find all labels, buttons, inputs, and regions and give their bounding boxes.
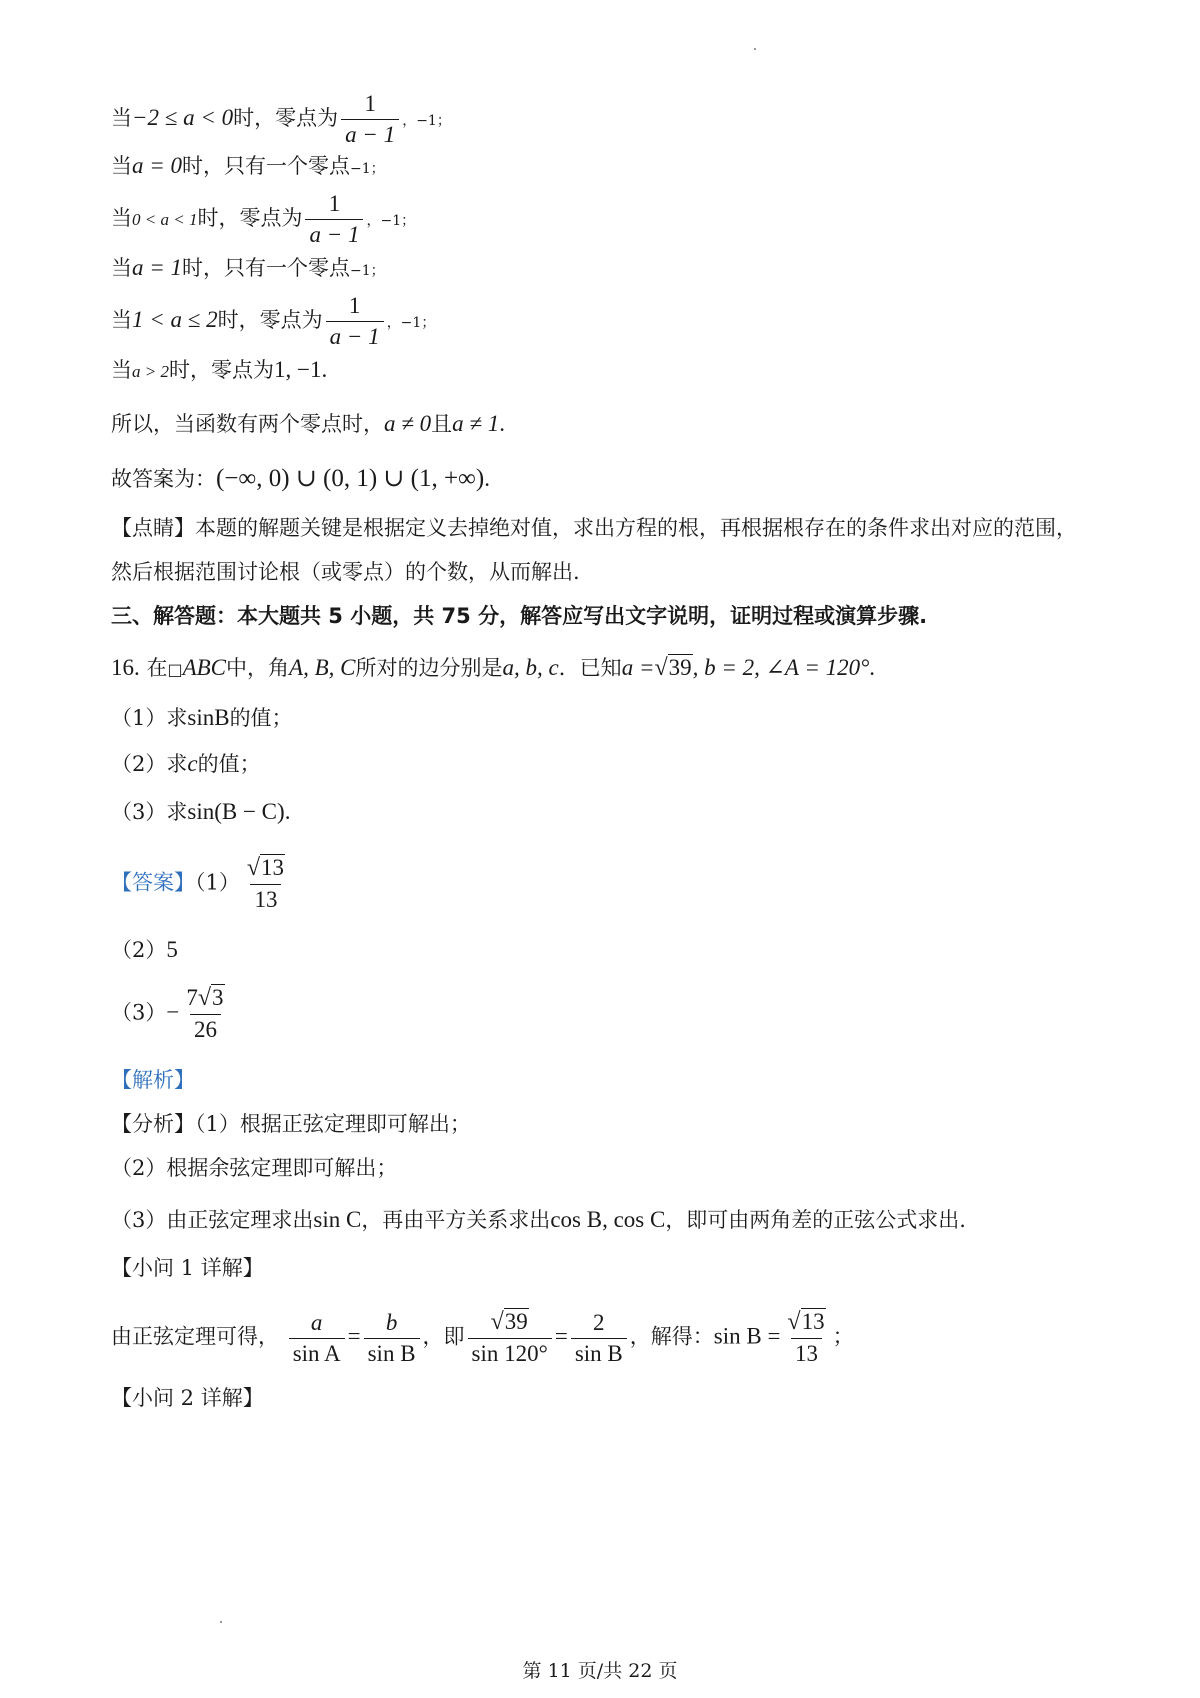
case-line-6: 当a > 2时，零点为1, −1. <box>111 357 328 382</box>
answer-line: 故答案为：(−∞, 0) ∪ (0, 1) ∪ (1, +∞). <box>111 465 490 492</box>
section-heading: 三、解答题：本大题共 5 小题，共 75 分，解答应写出文字说明，证明过程或演算步骤. <box>111 604 928 628</box>
solution-1: 由正弦定理可得， $\frac{a}{\text{sin A}}$ = $\frac{b}{\text{sin B}}$ ，即 $\frac{√39}{\sin 120^\circ}$ = $\frac{2}{\text{sin B}}$ ，解得：sin B = $\frac{√13}{13}$ ； <box>111 1309 854 1367</box>
question-2: （2）求c的值； <box>111 751 261 776</box>
note-line-1: 【点睛】本题的解题关键是根据定义去掉绝对值，求出方程的根，再根据根存在的条件求出对应的范围， <box>111 516 1077 540</box>
subquestion-2-heading: 【小问 2 详解】 <box>111 1386 264 1410</box>
fraction: $\frac{1}{a - 1}$ <box>305 192 363 247</box>
speck <box>754 48 756 50</box>
fraction: $\frac{√13}{13}$ <box>246 855 285 913</box>
fraction: $\frac{7√3}{26}$ <box>186 985 224 1043</box>
case-line-1: 当−2 ≤ a < 0时，零点为 $\frac{1}{a - 1}$ ，−1； <box>111 91 451 148</box>
answer-tag: 【答案】 <box>111 870 195 895</box>
analysis-line-2: （2）根据余弦定理即可解出； <box>111 1156 398 1180</box>
note-line-2: 然后根据范围讨论根（或零点）的个数，从而解出. <box>111 560 580 584</box>
problem-16: 16. 在□ABC中，角A, B, C所对的边分别是a, b, c．已知a =√39, b = 2, ∠A = 120°. <box>111 655 876 681</box>
question-3: （3）求sin(B − C). <box>111 799 291 824</box>
fraction: $\frac{a}{\text{sin A}}$ <box>289 1311 345 1366</box>
case-line-5: 当1 < a ≤ 2时，零点为 $\frac{1}{a - 1}$ ，−1； <box>111 293 436 350</box>
fraction: $\frac{√13}{13}$ <box>787 1309 825 1367</box>
speck <box>220 1621 222 1623</box>
fraction: $\frac{√39}{\sin 120^\circ}$ <box>468 1310 552 1366</box>
case-line-4: 当a = 1时，只有一个零点−1； <box>111 255 385 280</box>
case-line-2: 当a = 0时，只有一个零点−1； <box>111 153 385 178</box>
case-line-3: 当0 < a < 1时，零点为 $\frac{1}{a - 1}$ ，−1； <box>111 191 416 248</box>
answer-2: （2）5 <box>111 937 178 962</box>
page-footer: 第 11 页/共 22 页 <box>522 1660 678 1682</box>
question-1: （1）求sinB的值； <box>111 705 293 730</box>
fraction: $\frac{b}{\text{sin B}}$ <box>364 1311 420 1366</box>
answer-3: （3）− $\frac{7√3}{26}$ <box>111 986 232 1042</box>
subquestion-1-heading: 【小问 1 详解】 <box>111 1256 264 1280</box>
analysis-line-3: （3）由正弦定理求出sin C，再由平方关系求出cos B, cos C，即可由两角差的正弦公式求出. <box>111 1207 966 1232</box>
answer-1: 【答案】（1） $\frac{√13}{13}$ <box>111 856 292 912</box>
conclusion-line: 所以，当函数有两个零点时，a ≠ 0且a ≠ 1. <box>111 411 505 436</box>
analysis-tag: 【解析】 <box>111 1068 195 1092</box>
analysis-line-1: 【分析】（1）根据正弦定理即可解出； <box>111 1112 471 1136</box>
fraction: $\frac{1}{a - 1}$ <box>326 294 384 349</box>
fraction: $\frac{2}{\text{sin B}}$ <box>571 1311 627 1366</box>
fraction: $\frac{1}{a - 1}$ <box>341 92 399 147</box>
